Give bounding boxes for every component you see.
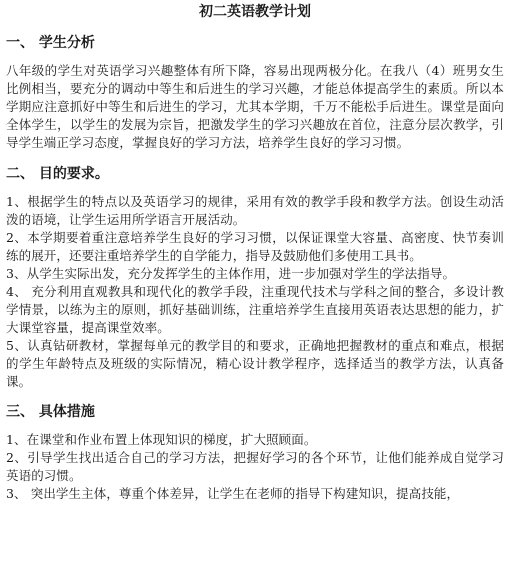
section-student-analysis xyxy=(6,34,504,152)
goal-item-2: 2、本学期要着重注意培养学生良好的学习习惯，以保证课堂大容量、高密度、快节奏训练的展开，还要注重培养学生的自学能力，指导及鼓励他们多使用工具书。 xyxy=(6,230,504,263)
document-title: 初二英语教学计划 xyxy=(199,4,311,20)
measure-item-1: 1、在课堂和作业布置上体现知识的梯度，扩大照顾面。 xyxy=(6,432,317,447)
student-analysis-paragraph: 八年级的学生对英语学习兴趣整体有所下降，容易出现两极分化。在我八（4）班男女生比例相当，要充分的调动中等生和后进生的学习兴趣，才能总体提高学生的素质。所以本学期应注意抓好中等生和后进生的学习，尤其本学期，千万不能松手后进生。课堂是面向全体学生，以学生的发展为宗旨，把激发学生的学习兴趣放在首位，注意分层次教学，引导学生端正学习态度，掌握良好的学习方法，培养学生良好的学习习惯。 xyxy=(6,63,504,150)
section-heading-student-analysis: 一、 学生分析 xyxy=(6,35,95,51)
section-heading-goals: 二、 目的要求。 xyxy=(6,166,109,182)
goal-item-4: 4、 充分利用直观教具和现代化的教学手段，注重现代技术与学科之间的整合，多设计教学情景，以练为主的原则，抓好基础训练，注重培养学生直接用英语表达思想的能力，扩大课堂容量，提高课堂效率。 xyxy=(6,284,504,335)
goal-item-1: 1、根据学生的特点以及英语学习的规律，采用有效的教学手段和教学方法。创设生动活泼的语境，让学生运用所学语言开展活动。 xyxy=(6,194,504,227)
goal-item-5: 5、认真钻研教材，掌握每单元的教学目的和要求，正确地把握教材的重点和难点，根据的学生年龄特点及班级的实际情况，精心设计教学程序，选择适当的教学方法，认真备课。 xyxy=(6,338,504,389)
section-goals xyxy=(6,165,504,391)
measure-item-3: 3、 突出学生主体，尊重个体差异，让学生在老师的指导下构建知识，提高技能， xyxy=(6,486,460,501)
section-heading-measures: 三、 具体措施 xyxy=(6,404,95,420)
section-measures xyxy=(6,403,504,503)
goal-item-3: 3、从学生实际出发，充分发挥学生的主体作用，进一步加强对学生的学法指导。 xyxy=(6,266,456,281)
measure-item-2: 2、引导学生找出适合自己的学习方法，把握好学习的各个环节，让他们能养成自觉学习英语的习惯。 xyxy=(6,450,504,483)
